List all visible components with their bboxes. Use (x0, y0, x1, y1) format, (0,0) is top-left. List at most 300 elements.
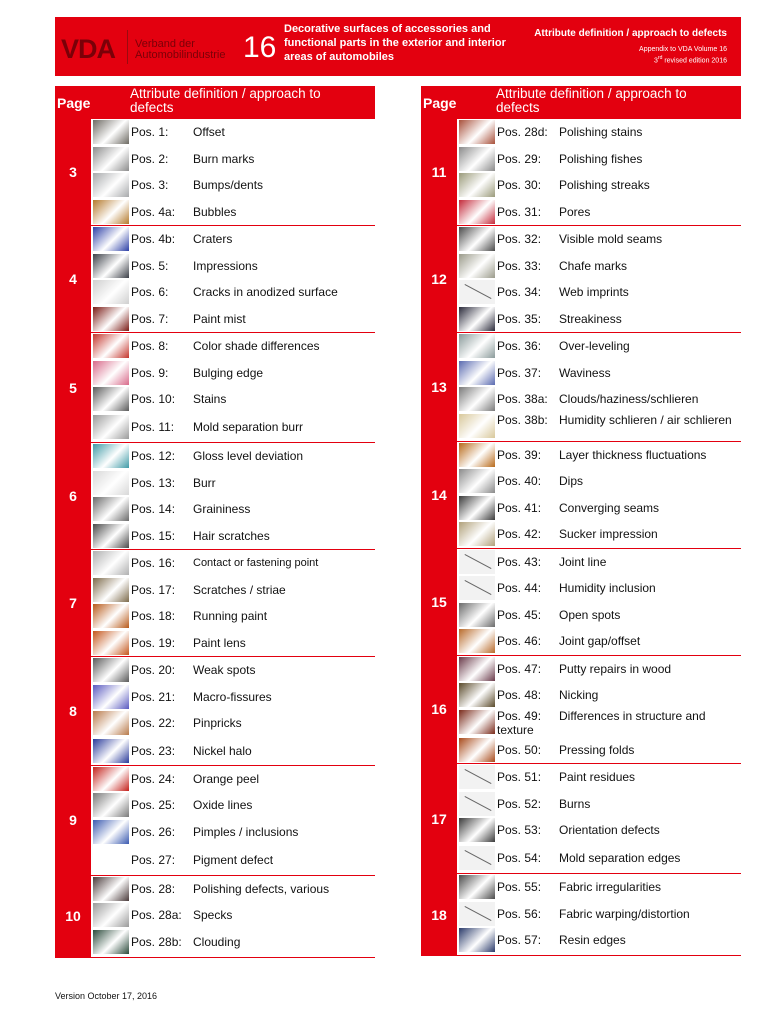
defect-description: Impressions (193, 258, 258, 273)
position-code: Pos. 35: (497, 311, 542, 326)
position-code: Pos. 50: (497, 742, 542, 757)
defect-row (55, 630, 375, 657)
defect-row (421, 306, 741, 333)
defect-row (55, 792, 375, 819)
position-code: Pos. 28b: (131, 934, 182, 949)
defect-description: Open spots (559, 607, 621, 622)
defect-thumbnail (459, 361, 495, 385)
page-group (55, 333, 375, 443)
defect-thumbnail (93, 739, 129, 763)
position-code: Pos. 3: (131, 178, 169, 192)
position-code: Pos. 16: (131, 556, 176, 570)
position-code: Pos. 11: (131, 420, 175, 434)
defect-description: Cracks in anodized surface (193, 285, 338, 299)
defect-description: Running paint (193, 609, 268, 623)
position-code: Pos. 4a: (131, 204, 176, 219)
defect-description: Streakiness (559, 311, 622, 326)
defect-description: Resin edges (559, 933, 626, 947)
defect-thumbnail (459, 657, 495, 681)
defect-description: Mold separation edges (559, 851, 681, 865)
defect-description: Specks (193, 908, 233, 922)
defect-thumbnail (459, 846, 495, 870)
defect-description: Polishing defects, various (193, 881, 330, 896)
page-number: 16 (421, 656, 457, 764)
defect-thumbnail (459, 902, 495, 926)
position-code: Pos. 31: (497, 204, 542, 219)
defect-thumbnail (93, 820, 129, 844)
defect-description: Differences in structure and texture (497, 708, 706, 737)
defect-description: Graininess (193, 502, 251, 516)
position-code: Pos. 29: (497, 151, 542, 166)
appendix-note (639, 45, 727, 65)
defect-thumbnail (459, 603, 495, 627)
defect-row (55, 876, 375, 903)
defect-thumbnail (459, 387, 495, 411)
column-defects: Attribute definition / approach to defects (130, 86, 321, 115)
page-group (55, 766, 375, 876)
position-code: Pos. 4b: (131, 232, 176, 246)
position-code: Pos. 48: (497, 688, 542, 702)
defect-thumbnail (459, 765, 495, 789)
defect-row (421, 791, 741, 818)
page-group (421, 764, 741, 874)
defect-thumbnail (93, 280, 129, 304)
defect-row (421, 468, 741, 495)
position-code: Pos. 6: (131, 285, 169, 299)
position-code: Pos. 39: (497, 447, 542, 462)
defect-row (421, 360, 741, 387)
position-code: Pos. 1: (131, 125, 169, 139)
defect-row (55, 279, 375, 306)
defect-description: Paint lens (193, 635, 246, 650)
defect-thumbnail (459, 254, 495, 278)
defect-description: Mold separation burr (193, 420, 304, 434)
defect-row (55, 847, 375, 875)
column-page: Page (57, 95, 91, 111)
defect-row (421, 927, 741, 955)
defect-thumbnail (93, 387, 129, 411)
defect-thumbnail (93, 444, 129, 468)
page-number: 14 (421, 442, 457, 548)
defect-description: Paint residues (559, 770, 636, 784)
defect-row (55, 172, 375, 199)
position-code: Pos. 38a: (497, 392, 548, 406)
edition-text: revised edition 2016 (662, 57, 727, 65)
defect-row (421, 682, 741, 709)
page-number: 18 (421, 874, 457, 955)
page-group (55, 119, 375, 226)
defect-thumbnail (93, 711, 129, 735)
defect-table-left (55, 86, 375, 958)
column-defects: Attribute definition / approach to defects (496, 86, 687, 115)
defect-description: Polishing streaks (559, 178, 650, 192)
defect-description: Nicking (559, 688, 599, 702)
defect-description: Bubbles (193, 204, 237, 219)
defect-thumbnail (93, 685, 129, 709)
page-number: 9 (55, 766, 91, 875)
defect-row (55, 738, 375, 765)
page-group (55, 443, 375, 550)
page-number: 7 (55, 550, 91, 656)
position-code: Pos. 51: (497, 770, 542, 784)
defect-description: Oxide lines (193, 798, 253, 812)
defect-thumbnail (93, 173, 129, 197)
defect-row (421, 333, 741, 360)
defect-thumbnail (459, 710, 495, 734)
defect-row (55, 550, 375, 577)
defect-thumbnail (459, 818, 495, 842)
defect-row (55, 414, 375, 442)
org-line-2: Automobilindustrie (135, 49, 226, 61)
page-group (421, 549, 741, 656)
defect-description: Joint gap/offset (559, 634, 641, 648)
defect-description: Contact or fastening point (193, 557, 319, 569)
position-code: Pos. 43: (497, 554, 542, 569)
position-code: Pos. 23: (131, 744, 176, 758)
defect-description: Burn marks (193, 151, 255, 166)
defect-row (421, 386, 741, 413)
defect-description: Clouds/haziness/schlieren (559, 392, 699, 406)
defect-thumbnail (93, 227, 129, 251)
page-number: 13 (421, 333, 457, 441)
defect-description: Bulging edge (193, 365, 264, 380)
defect-row (421, 737, 741, 764)
page-group (421, 656, 741, 765)
position-code: Pos. 41: (497, 500, 542, 515)
defect-row (55, 523, 375, 550)
page-number: 5 (55, 333, 91, 442)
position-code: Pos. 46: (497, 634, 542, 648)
page-number: 4 (55, 226, 91, 332)
logo-divider (127, 30, 128, 64)
position-code: Pos. 12: (131, 449, 176, 463)
defect-description: Craters (193, 232, 233, 246)
position-code: Pos. 28a: (131, 908, 182, 922)
column-page: Page (423, 95, 457, 111)
defect-description: Burns (559, 796, 591, 811)
defect-thumbnail (93, 551, 129, 575)
header-banner (55, 17, 741, 76)
defect-thumbnail (93, 793, 129, 817)
version-footer: Version October 17, 2016 (55, 991, 158, 1001)
page-number: 6 (55, 443, 91, 549)
defect-thumbnail (93, 578, 129, 602)
defect-thumbnail (93, 120, 129, 144)
defect-thumbnail (459, 683, 495, 707)
position-code: Pos. 22: (131, 716, 176, 730)
page-group (55, 550, 375, 657)
defect-description: Orange peel (193, 771, 260, 786)
defect-description: Polishing fishes (559, 151, 643, 166)
position-code: Pos. 28d: (497, 125, 548, 139)
defect-row (421, 764, 741, 791)
position-code: Pos. 38b: (497, 412, 548, 427)
table-header (421, 86, 741, 119)
volume-number: 16 (243, 31, 277, 64)
org-line-1: Verband der (135, 38, 195, 50)
position-code: Pos. 44: (497, 581, 542, 595)
defect-row (55, 443, 375, 470)
defect-description: Converging seams (559, 500, 660, 515)
page-group (421, 333, 741, 442)
defect-thumbnail (459, 120, 495, 144)
defect-row (55, 360, 375, 387)
position-code: Pos. 9: (131, 365, 169, 380)
defect-row (421, 199, 741, 226)
defect-description: Chafe marks (559, 258, 628, 273)
defect-row (55, 684, 375, 711)
position-code: Pos. 20: (131, 663, 176, 677)
defect-thumbnail (93, 497, 129, 521)
defect-thumbnail (459, 173, 495, 197)
page-group (55, 876, 375, 958)
defect-description: Humidity inclusion (559, 581, 656, 595)
edition-number: 3 (654, 57, 658, 65)
defect-description: Nickel halo (193, 744, 252, 758)
defect-thumbnail (459, 576, 495, 600)
defect-description: Pressing folds (559, 742, 635, 757)
defect-thumbnail (459, 280, 495, 304)
edition-suffix: rd (657, 55, 663, 61)
position-code: Pos. 53: (497, 823, 542, 837)
defect-row (55, 119, 375, 146)
defect-description: Layer thickness fluctuations (559, 447, 707, 462)
position-code: Pos. 5: (131, 258, 169, 273)
position-code: Pos. 8: (131, 339, 169, 353)
position-code: Pos. 55: (497, 880, 542, 894)
defect-row (55, 902, 375, 929)
defect-description: Pores (559, 204, 591, 219)
defect-thumbnail (459, 147, 495, 171)
defect-thumbnail (93, 471, 129, 495)
defect-description: Pimples / inclusions (193, 824, 299, 839)
defect-description: Putty repairs in wood (559, 661, 672, 676)
defect-thumbnail (93, 147, 129, 171)
defect-thumbnail (93, 604, 129, 628)
defect-thumbnail (459, 550, 495, 574)
defect-description: Pigment defect (193, 852, 274, 867)
defect-row (55, 929, 375, 957)
organization-name (135, 39, 226, 61)
page-number: 17 (421, 764, 457, 873)
document-topic: Decorative surfaces of accessories and functional parts in the exterior and interior areas of automobiles (284, 23, 506, 63)
position-code: Pos. 54: (497, 851, 542, 865)
position-code: Pos. 36: (497, 339, 542, 353)
position-code: Pos. 28: (131, 881, 176, 896)
page-number: 3 (55, 119, 91, 225)
defect-thumbnail (93, 658, 129, 682)
defect-row (55, 710, 375, 738)
page-number: 15 (421, 549, 457, 655)
vda-logo: VDA (61, 34, 116, 64)
position-code: Pos. 21: (131, 689, 176, 704)
page-group (421, 442, 741, 549)
page-number: 10 (55, 876, 91, 957)
defect-description: Joint line (559, 554, 607, 569)
page-group (421, 119, 741, 226)
position-code: Pos. 14: (131, 502, 176, 516)
defect-description: Stains (193, 392, 227, 406)
defect-description: Sucker impression (559, 527, 658, 541)
page-number: 11 (421, 119, 457, 225)
defect-thumbnail (459, 469, 495, 493)
position-code: Pos. 15: (131, 528, 176, 543)
defect-row (55, 333, 375, 360)
defect-description: Clouding (193, 934, 241, 949)
defect-description: Waviness (559, 365, 611, 380)
defect-thumbnail (459, 875, 495, 899)
defect-description: Gloss level deviation (193, 449, 304, 463)
defect-description: Offset (193, 125, 225, 139)
defect-description: Weak spots (193, 663, 256, 677)
position-code: Pos. 19: (131, 635, 176, 650)
position-code: Pos. 56: (497, 906, 542, 921)
table-header (55, 86, 375, 119)
defect-row (421, 146, 741, 173)
position-code: Pos. 26: (131, 824, 176, 839)
defect-row (55, 226, 375, 253)
position-code: Pos. 7: (131, 311, 169, 326)
defect-row (55, 657, 375, 684)
defect-description: Visible mold seams (559, 232, 663, 246)
defect-thumbnail (93, 200, 129, 224)
position-code: Pos. 42: (497, 527, 542, 541)
defect-thumbnail (459, 629, 495, 653)
defect-row (421, 226, 741, 253)
defect-row (421, 253, 741, 280)
defect-thumbnail (93, 361, 129, 385)
position-code: Pos. 13: (131, 475, 176, 490)
defect-thumbnail (459, 334, 495, 358)
defect-thumbnail (93, 848, 129, 872)
defect-row (55, 496, 375, 523)
defect-thumbnail (93, 334, 129, 358)
position-code: Pos. 18: (131, 609, 176, 623)
defect-row (421, 119, 741, 146)
defect-thumbnail (93, 877, 129, 901)
defect-thumbnail (93, 524, 129, 548)
defect-description: Dips (559, 474, 584, 488)
appendix-line: Appendix to VDA Volume 16 (639, 46, 727, 53)
defect-row (421, 575, 741, 602)
defect-row (421, 628, 741, 655)
position-code: Pos. 49: (497, 708, 542, 723)
page-group (421, 874, 741, 956)
defect-description: Hair scratches (193, 528, 270, 543)
defect-row (421, 901, 741, 928)
position-code: Pos. 45: (497, 607, 542, 622)
defect-description: Pinpricks (193, 716, 242, 730)
defect-description: Web imprints (559, 285, 629, 299)
defect-row (421, 817, 741, 845)
defect-thumbnail (93, 415, 129, 439)
defect-row (55, 603, 375, 630)
defect-row (421, 279, 741, 306)
defect-thumbnail (93, 930, 129, 954)
defect-description: Scratches / striae (193, 582, 286, 597)
defect-row (421, 709, 741, 737)
position-code: Pos. 52: (497, 796, 542, 811)
header-attr-title: Attribute definition / approach to defects (534, 28, 727, 39)
defect-row (421, 495, 741, 522)
defect-row (421, 172, 741, 199)
page-group (55, 226, 375, 333)
defect-table-right (421, 86, 741, 956)
defect-row (55, 146, 375, 173)
page-number: 8 (55, 657, 91, 765)
position-code: Pos. 32: (497, 232, 542, 246)
defect-thumbnail (459, 738, 495, 762)
defect-description: Humidity schlieren / air schlieren (559, 412, 732, 427)
defect-thumbnail (459, 792, 495, 816)
defect-row (55, 819, 375, 847)
defect-description: Macro-fissures (193, 689, 272, 704)
position-code: Pos. 27: (131, 852, 176, 867)
position-code: Pos. 34: (497, 285, 542, 299)
position-code: Pos. 57: (497, 933, 542, 947)
defect-row (55, 199, 375, 226)
defect-description: Paint mist (193, 311, 246, 326)
defect-description: Color shade differences (193, 339, 320, 353)
defect-row (55, 470, 375, 497)
position-code: Pos. 30: (497, 178, 542, 192)
defect-thumbnail (459, 496, 495, 520)
defect-row (421, 874, 741, 901)
defect-thumbnail (93, 903, 129, 927)
defect-description: Over-leveling (559, 339, 630, 353)
defect-row (421, 521, 741, 548)
defect-row (55, 766, 375, 793)
defect-row (55, 306, 375, 333)
defect-description: Burr (193, 475, 216, 490)
defect-thumbnail (459, 928, 495, 952)
position-code: Pos. 2: (131, 151, 169, 166)
defect-row (55, 386, 375, 414)
defect-description: Polishing stains (559, 125, 643, 139)
defect-row (421, 602, 741, 629)
defect-thumbnail (459, 227, 495, 251)
edition-line (639, 54, 727, 65)
defect-thumbnail (459, 443, 495, 467)
defect-thumbnail (93, 767, 129, 791)
defect-description: Bumps/dents (193, 178, 264, 192)
defect-thumbnail (93, 254, 129, 278)
position-code: Pos. 37: (497, 365, 542, 380)
position-code: Pos. 47: (497, 661, 542, 676)
defect-row (421, 656, 741, 683)
defect-row (421, 413, 741, 441)
defect-row (421, 845, 741, 873)
defect-row (55, 577, 375, 604)
page-group (421, 226, 741, 333)
defect-thumbnail (459, 307, 495, 331)
defect-description: Fabric irregularities (559, 880, 662, 894)
page-group (55, 657, 375, 766)
position-code: Pos. 33: (497, 258, 542, 273)
defect-description: Fabric warping/distortion (559, 906, 690, 921)
defect-thumbnail (459, 414, 495, 438)
defect-thumbnail (459, 200, 495, 224)
position-code: Pos. 24: (131, 771, 176, 786)
defect-description: Orientation defects (559, 823, 660, 837)
defect-thumbnail (93, 307, 129, 331)
defect-row (421, 442, 741, 469)
position-code: Pos. 10: (131, 392, 176, 406)
defect-row (55, 253, 375, 280)
defect-row (421, 549, 741, 576)
defect-thumbnail (93, 631, 129, 655)
page-number: 12 (421, 226, 457, 332)
